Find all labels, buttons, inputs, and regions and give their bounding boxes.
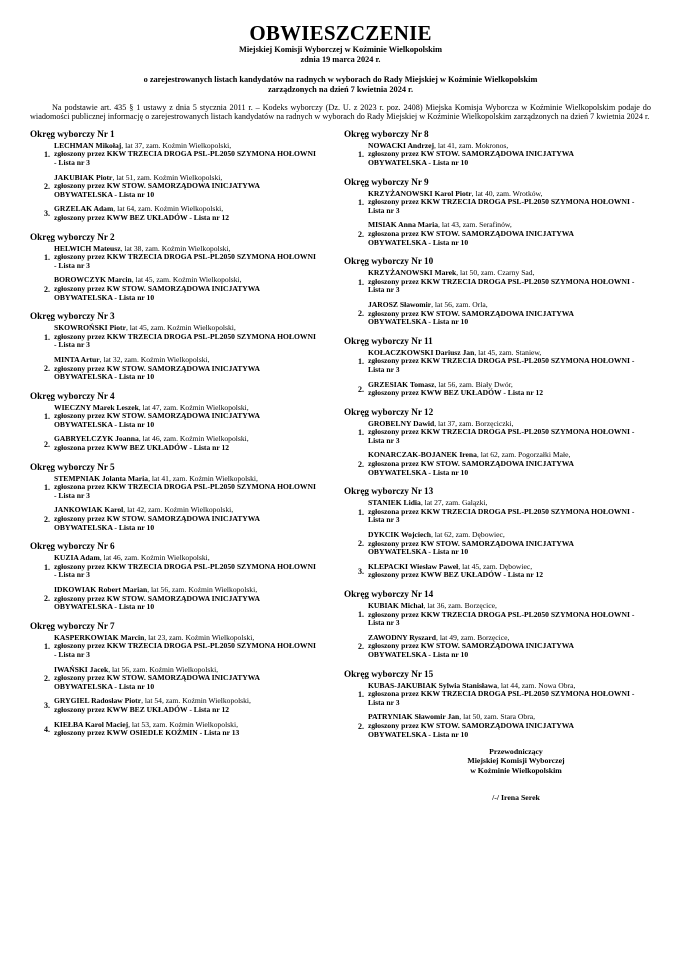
district-section — [344, 176, 644, 248]
candidate-list-number: OBYWATELSKA - Lista nr 10 — [54, 522, 155, 532]
candidate-details — [54, 634, 316, 660]
candidate-age-residence: , lat 32, zam. Koźmin Wielkopolski, — [99, 354, 210, 364]
district-heading: Okręg wyborczy Nr 6 — [30, 541, 115, 552]
candidate-age-residence: , lat 44, zam. Nowa Obra, — [497, 680, 576, 690]
candidate-entry — [30, 506, 344, 532]
candidate-age-residence: , lat 45, zam. Staniew, — [474, 347, 542, 357]
candidate-details — [368, 142, 574, 168]
candidate-number: 1. — [358, 507, 364, 517]
candidate-age-residence: , lat 46, zam. Koźmin Wielkopolski, — [138, 434, 249, 444]
candidate-committee: zgłoszony przez KW STOW. SAMORZĄDOWA INICJATYWA — [54, 673, 261, 683]
notice-subject-line1: o zarejestrowanych listach kandydatów na radnych w wyborach do Rady Miejskiej w Koźminie Wielkopolskim — [143, 75, 538, 84]
district-heading: Okręg wyborczy Nr 12 — [344, 406, 434, 417]
candidate-age-residence: , lat 56, zam. Koźmin Wielkopolski, — [147, 585, 258, 594]
candidate-entry — [30, 475, 344, 501]
candidate-number: 1. — [44, 332, 50, 342]
candidate-committee: zgłoszona przez KKW TRZECIA DROGA PSL-PL2050 SZYMONA HOŁOWNI - — [368, 506, 635, 516]
candidate-entry — [344, 682, 644, 708]
candidate-number: 2. — [44, 594, 50, 604]
candidate-age-residence: , lat 45, zam. Koźmin Wielkopolski, — [125, 323, 236, 333]
candidate-details — [54, 586, 260, 612]
candidate-number: 1. — [44, 562, 50, 572]
candidate-age-residence: , lat 49, zam. Borzęcice, — [436, 632, 510, 642]
candidate-number: 1. — [44, 642, 50, 652]
candidate-entry — [344, 221, 644, 247]
candidate-committee: zgłoszony przez KKW TRZECIA DROGA PSL-PL2050 SZYMONA HOŁOWNI — [54, 149, 316, 159]
candidate-name: KUBIAK Michał — [368, 601, 424, 610]
candidate-number: 2. — [44, 439, 50, 449]
signature-place: w Koźminie Wielkopolskim — [470, 765, 562, 775]
candidate-number: 1. — [358, 197, 364, 207]
candidate-number: 3. — [44, 701, 50, 711]
candidate-details — [368, 381, 543, 398]
candidate-name: KRZYŻANOWSKI Marek — [368, 268, 457, 278]
district-heading: Okręg wyborczy Nr 15 — [344, 668, 434, 679]
candidate-committee: zgłoszony przez KWW BEZ UKŁADÓW - Lista nr 12 — [368, 388, 544, 398]
candidate-age-residence: , lat 50, zam. Stara Obra, — [459, 712, 535, 722]
candidate-committee: zgłoszony przez KW STOW. SAMORZĄDOWA INICJATYWA — [54, 181, 261, 191]
candidate-list-number: Lista nr 3 — [368, 618, 400, 628]
candidate-number: 2. — [44, 364, 50, 374]
candidate-entry — [344, 563, 644, 580]
candidate-age-residence: , lat 38, zam. Koźmin Wielkopolski, — [120, 243, 231, 253]
candidate-committee: zgłoszony przez KKW TRZECIA DROGA PSL-PL2050 SZYMONA HOŁOWNI - — [368, 276, 635, 286]
candidate-name: KUBAS-JAKUBIAK Sylwia Stanisława — [368, 680, 498, 690]
candidate-list-number: OBYWATELSKA - Lista nr 10 — [54, 419, 155, 429]
candidate-committee: zgłoszony przez KW STOW. SAMORZĄDOWA INICJATYWA — [54, 411, 261, 421]
candidate-details — [368, 349, 634, 375]
candidate-name: ZAWODNY Ryszard — [368, 632, 437, 642]
candidate-number: 1. — [44, 483, 50, 493]
district-section — [344, 588, 644, 660]
candidate-age-residence: , lat 41, zam. Mokronos, — [434, 140, 509, 150]
signature-name: /-/ Irena Serek — [492, 792, 540, 802]
candidate-number: 2. — [358, 539, 364, 549]
district-heading: Okręg wyborczy Nr 1 — [30, 128, 115, 139]
candidate-age-residence: , lat 27, zam. Galązki, — [420, 498, 488, 508]
district-section — [30, 231, 344, 303]
candidate-entry — [30, 205, 344, 222]
candidate-name: KRZYŻANOWSKI Karol Piotr — [368, 188, 472, 198]
candidate-name: KASPERKOWIAK Marcin — [54, 632, 145, 642]
candidate-entry — [30, 634, 344, 660]
district-section — [344, 668, 644, 740]
district-section — [344, 255, 644, 327]
candidate-list-number: - Lista nr 3 — [54, 260, 90, 270]
districts-right-list — [344, 128, 644, 739]
district-section — [344, 406, 644, 478]
candidate-entry — [344, 420, 644, 446]
candidate-details — [368, 634, 574, 660]
candidate-number: 2. — [44, 673, 50, 683]
candidate-list-number: OBYWATELSKA - Lista nr 10 — [54, 292, 155, 302]
candidate-details — [54, 506, 260, 532]
candidate-list-number: Lista nr 3 — [368, 285, 400, 295]
candidate-list-number: Lista nr 3 — [368, 697, 400, 707]
candidate-age-residence: , lat 40, zam. Wrotków, — [471, 188, 543, 198]
candidate-entry — [30, 666, 344, 692]
candidate-details — [368, 269, 634, 295]
candidate-committee: zgłoszony przez KKW TRZECIA DROGA PSL-PL2050 SZYMONA HOŁOWNI - — [368, 609, 635, 619]
district-heading: Okręg wyborczy Nr 11 — [344, 335, 433, 346]
candidate-age-residence: , lat 50, zam. Czarny Sad, — [456, 268, 535, 278]
candidate-list-number: Lista nr 3 — [368, 205, 400, 215]
candidate-name: GRZESIAK Tomasz — [368, 379, 435, 389]
candidate-entry — [344, 381, 644, 398]
candidate-list-number: Lista nr 3 — [368, 515, 400, 525]
candidate-number: 3. — [44, 209, 50, 219]
candidate-details — [54, 721, 239, 738]
candidate-entry — [30, 245, 344, 271]
candidate-list-number: OBYWATELSKA - Lista nr 10 — [368, 237, 469, 247]
district-heading: Okręg wyborczy Nr 7 — [30, 620, 115, 631]
candidate-name: GABRYELCZYK Joanna — [54, 434, 139, 444]
candidate-committee: zgłoszona przez KW STOW. SAMORZĄDOWA INICJATYWA — [368, 459, 575, 469]
candidate-number: 2. — [44, 284, 50, 294]
candidate-entry — [30, 586, 344, 612]
candidate-committee: zgłoszony przez KKW TRZECIA DROGA PSL-PL2050 SZYMONA HOŁOWNI - — [368, 427, 635, 437]
district-section — [30, 390, 344, 453]
candidate-name: KIEŁBA Karol Maciej — [54, 719, 129, 729]
candidate-entry — [30, 174, 344, 200]
district-section — [30, 540, 344, 612]
candidate-details — [54, 205, 229, 222]
candidate-committee: zgłoszony przez KW STOW. SAMORZĄDOWA INICJATYWA — [54, 363, 261, 373]
candidate-age-residence: , lat 56, zam. Koźmin Wielkopolski, — [108, 664, 219, 674]
candidate-committee: zgłoszony przez KKW TRZECIA DROGA PSL-PL2050 SZYMONA HOŁOWNI — [54, 641, 316, 651]
districts-columns — [30, 128, 651, 802]
district-section — [344, 335, 644, 398]
candidate-details — [54, 666, 260, 692]
candidate-age-residence: , lat 56, zam. Orla, — [431, 299, 488, 309]
candidate-list-number: OBYWATELSKA - Lista nr 10 — [54, 681, 155, 691]
district-heading: Okręg wyborczy Nr 5 — [30, 461, 115, 472]
candidate-number: 2. — [44, 181, 50, 191]
candidate-name: NOWACKI Andrzej — [368, 140, 435, 150]
candidate-name: DYKCIK Wojciech — [368, 530, 431, 540]
candidate-committee: zgłoszona przez KKW TRZECIA DROGA PSL-PL2050 SZYMONA HOŁOWNI — [54, 482, 316, 492]
candidate-committee: zgłoszony przez KWW BEZ UKŁADÓW - Lista nr 12 — [54, 704, 230, 714]
candidate-name: GRZELAK Adam — [54, 204, 114, 214]
candidate-name: JAROSZ Sławomir — [368, 299, 432, 309]
district-section — [30, 128, 344, 223]
candidate-name: MISIAK Anna Maria — [368, 220, 439, 230]
candidate-entry — [30, 435, 344, 452]
candidate-details — [368, 531, 574, 557]
candidate-list-number: OBYWATELSKA - Lista nr 10 — [54, 189, 155, 199]
candidate-name: STEMPNIAK Jolanta Maria — [54, 473, 149, 483]
candidate-committee: zgłoszony przez KW STOW. SAMORZĄDOWA INICJATYWA — [368, 149, 575, 159]
notice-subject-line2: zarządzonych na dzień 7 kwietnia 2024 r. — [267, 85, 414, 94]
candidate-entry — [344, 349, 644, 375]
district-heading: Okręg wyborczy Nr 4 — [30, 390, 115, 401]
candidate-list-number: OBYWATELSKA - Lista nr 10 — [368, 467, 469, 477]
candidate-age-residence: , lat 53, zam. Koźmin Wielkopolski, — [128, 719, 238, 729]
candidate-name: STANIEK Lidia — [368, 498, 421, 508]
candidate-details — [54, 245, 316, 271]
candidate-details — [368, 301, 574, 327]
candidate-details — [368, 713, 574, 739]
candidate-age-residence: , lat 62, zam. Pogorzałki Małe, — [476, 450, 571, 460]
notice-date: zdnia 19 marca 2024 r. — [300, 55, 381, 64]
candidate-number: 1. — [44, 412, 50, 422]
candidate-entry — [30, 142, 344, 168]
candidate-name: KLEPACKI Wiesław Paweł — [368, 561, 459, 571]
candidate-committee: zgłoszony przez KWW BEZ UKŁADÓW - Lista nr 12 — [54, 212, 230, 222]
candidate-name: WIECZNY Marek Leszek — [54, 402, 139, 412]
candidate-entry — [30, 324, 344, 350]
candidate-details — [54, 174, 260, 200]
district-section — [30, 461, 344, 533]
signature-role: Przewodniczący — [489, 747, 543, 757]
candidate-age-residence: , lat 54, zam. Koźmin Wielkopolski, — [141, 696, 251, 706]
candidate-age-residence: , lat 56, zam. Biały Dwór, — [434, 379, 513, 389]
candidate-number: 2. — [358, 721, 364, 731]
candidate-list-number: - Lista nr 3 — [54, 158, 90, 167]
candidate-number: 1. — [358, 610, 364, 620]
candidate-age-residence: , lat 45, zam. Koźmin Wielkopolski, — [131, 275, 242, 285]
candidate-entry — [30, 356, 344, 382]
candidate-committee: zgłoszony przez KW STOW. SAMORZĄDOWA INICJATYWA — [54, 514, 261, 524]
district-section — [344, 485, 644, 580]
candidate-details — [368, 420, 634, 446]
notice-subject — [30, 75, 651, 95]
candidate-list-number: Lista nr 3 — [368, 435, 400, 445]
district-heading: Okręg wyborczy Nr 3 — [30, 311, 115, 322]
candidate-entry — [344, 602, 644, 628]
candidate-details — [54, 404, 260, 430]
candidate-details — [368, 190, 634, 216]
candidate-age-residence: , lat 37, zam. Borzęciczki, — [434, 418, 514, 428]
candidate-number: 1. — [358, 277, 364, 287]
candidate-entry — [30, 404, 344, 430]
district-section — [30, 620, 344, 738]
candidate-committee: zgłoszony przez KW STOW. SAMORZĄDOWA INICJATYWA — [368, 538, 575, 548]
candidate-committee: zgłoszony przez KW STOW. SAMORZĄDOWA INICJATYWA — [368, 308, 575, 318]
candidate-list-number: - Lista nr 3 — [54, 340, 90, 350]
candidate-age-residence: , lat 46, zam. Koźmin Wielkopolski, — [99, 553, 210, 563]
districts-right-column — [344, 128, 644, 802]
candidate-committee: zgłoszony przez KW STOW. SAMORZĄDOWA INICJATYWA — [368, 720, 575, 730]
candidate-number: 3. — [358, 566, 364, 576]
candidate-age-residence: , lat 45, zam. Dębowiec, — [458, 561, 533, 571]
candidate-details — [54, 324, 316, 350]
candidate-committee: zgłoszony przez KKW TRZECIA DROGA PSL-PL2050 SZYMONA HOŁOWNI - — [368, 197, 635, 207]
candidate-age-residence: , lat 41, zam. Koźmin Wielkopolski, — [148, 473, 258, 483]
candidate-age-residence: , lat 42, zam. Koźmin Wielkopolski, — [123, 505, 234, 515]
candidate-committee: zgłoszony przez KW STOW. SAMORZĄDOWA INICJATYWA — [54, 283, 261, 293]
district-section — [344, 128, 644, 168]
candidate-list-number: - Lista nr 3 — [54, 649, 90, 659]
candidate-number: 2. — [358, 384, 364, 394]
candidate-details — [54, 142, 316, 168]
candidate-name: HELWICH Mateusz — [54, 243, 121, 253]
candidate-list-number: OBYWATELSKA - Lista nr 10 — [368, 547, 469, 557]
candidate-entry — [344, 451, 644, 477]
candidate-list-number: - Lista nr 3 — [54, 570, 90, 580]
candidate-age-residence: , lat 47, zam. Koźmin Wielkopolski, — [138, 402, 249, 412]
candidate-number: 2. — [44, 514, 50, 524]
intro-paragraph: Na podstawie art. 435 § 1 ustawy z dnia 5 stycznia 2011 r. – Kodeks wyborczy (Dz. U. z 2023 r. poz. 2408) Miejska Komisja Wyborcza w Koźminie Wielkopolskim podaje do wiadomości publicznej informację o zarejestrowanych listach kandydatów na radnych w wyborach do Rady Miejskiej w Koźminie Wielkopolskim zarządzonych na dzień 7 kwietnia 2024 r. — [30, 103, 651, 122]
candidate-name: PATRYNIAK Sławomir Jan — [368, 712, 460, 722]
district-section — [30, 310, 344, 382]
candidate-list-number: Lista nr 3 — [368, 364, 400, 374]
candidate-name: SKOWROŃSKI Piotr — [54, 323, 126, 333]
candidate-entry — [344, 499, 644, 525]
candidate-name: GRYGIEL Radosław Piotr — [54, 696, 142, 706]
candidate-name: MINTA Artur — [54, 354, 100, 364]
candidate-details — [368, 499, 634, 525]
candidate-details — [54, 356, 260, 382]
candidate-committee: zgłoszona przez KKW TRZECIA DROGA PSL-PL2050 SZYMONA HOŁOWNI - — [368, 689, 635, 699]
candidate-number: 1. — [44, 252, 50, 262]
candidate-committee: zgłoszony przez KWW BEZ UKŁADÓW - Lista nr 12 — [368, 570, 544, 580]
candidate-list-number: OBYWATELSKA - Lista nr 10 — [368, 729, 469, 739]
candidate-age-residence: , lat 51, zam. Koźmin Wielkopolski, — [112, 172, 223, 182]
candidate-committee: zgłoszona przez KW STOW. SAMORZĄDOWA INICJATYWA — [368, 228, 575, 238]
candidate-age-residence: , lat 62, zam. Dębowiec, — [430, 530, 505, 540]
candidate-entry — [344, 301, 644, 327]
candidate-name: LECHMAN Mikołaj — [54, 140, 122, 150]
candidate-committee: zgłoszony przez KKW TRZECIA DROGA PSL-PL2050 SZYMONA HOŁOWNI — [54, 252, 316, 262]
candidate-name: BOROWCZYK Marcin — [54, 275, 132, 285]
candidate-name: IWAŃSKI Jacek — [54, 664, 109, 674]
candidate-name: JAKUBIAK Piotr — [54, 172, 113, 182]
district-heading: Okręg wyborczy Nr 8 — [344, 128, 429, 139]
candidate-number: 1. — [358, 357, 364, 367]
signature-block — [388, 747, 644, 775]
candidate-name: KOŁACZKOWSKI Dariusz Jan — [368, 347, 475, 357]
candidate-details — [54, 554, 316, 580]
candidate-committee: zgłoszony przez KW STOW. SAMORZĄDOWA INICJATYWA — [368, 641, 575, 651]
candidate-committee: zgłoszona przez KWW BEZ UKŁADÓW - Lista nr 12 — [54, 443, 230, 453]
candidate-committee: zgłoszony przez KW STOW. SAMORZĄDOWA INICJATYWA — [54, 593, 261, 603]
candidate-list-number: OBYWATELSKA - Lista nr 10 — [368, 317, 469, 327]
page-title: OBWIESZCZENIE — [249, 21, 432, 45]
candidate-committee: zgłoszony przez KKW TRZECIA DROGA PSL-PL2050 SZYMONA HOŁOWNI - — [368, 356, 635, 366]
district-heading: Okręg wyborczy Nr 9 — [344, 176, 429, 187]
candidate-details — [54, 276, 260, 302]
candidate-entry — [30, 554, 344, 580]
candidate-list-number: OBYWATELSKA - Lista nr 10 — [368, 158, 469, 167]
candidate-details — [54, 475, 316, 501]
candidate-entry — [30, 276, 344, 302]
districts-left-column — [30, 128, 344, 802]
candidate-age-residence: , lat 36, zam. Borzęcice, — [423, 601, 497, 610]
district-heading: Okręg wyborczy Nr 13 — [344, 486, 434, 497]
district-heading: Okręg wyborczy Nr 14 — [344, 589, 434, 599]
candidate-number: 2. — [358, 459, 364, 469]
candidate-details — [368, 221, 574, 247]
district-heading: Okręg wyborczy Nr 2 — [30, 231, 115, 242]
candidate-list-number: OBYWATELSKA - Lista nr 10 — [54, 602, 155, 612]
candidate-name: IDKOWIAK Robert Marian — [54, 585, 148, 594]
candidate-committee: zgłoszony przez KWW OSIEDLE KOŹMIN - Lista nr 13 — [54, 728, 240, 738]
candidate-age-residence: , lat 37, zam. Koźmin Wielkopolski, — [121, 140, 232, 150]
candidate-number: 1. — [358, 150, 364, 160]
candidate-age-residence: , lat 23, zam. Koźmin Wielkopolski, — [144, 632, 255, 642]
candidate-name: GROBELNY Dawid — [368, 418, 435, 428]
candidate-details — [368, 451, 574, 477]
district-heading: Okręg wyborczy Nr 10 — [344, 256, 434, 267]
candidate-entry — [344, 531, 644, 557]
candidate-number: 1. — [44, 150, 50, 160]
candidate-name: JANKOWIAK Karol — [54, 505, 124, 515]
candidate-name: KUZIA Adam — [54, 553, 100, 563]
candidate-number: 1. — [358, 428, 364, 438]
candidate-list-number: OBYWATELSKA - Lista nr 10 — [368, 649, 469, 659]
signature-committee: Miejskiej Komisji Wyborczej — [467, 756, 565, 766]
candidate-number: 2. — [358, 229, 364, 239]
candidate-list-number: - Lista nr 3 — [54, 490, 90, 500]
candidate-committee: zgłoszony przez KKW TRZECIA DROGA PSL-PL2050 SZYMONA HOŁOWNI — [54, 561, 316, 571]
candidate-entry — [344, 634, 644, 660]
candidate-list-number: OBYWATELSKA - Lista nr 10 — [54, 372, 155, 382]
candidate-entry — [344, 269, 644, 295]
committee-name: Miejskiej Komisji Wyborczej w Koźminie Wielkopolskim — [238, 45, 443, 54]
candidate-number: 4. — [44, 724, 50, 734]
candidate-number: 2. — [358, 642, 364, 652]
candidate-details — [368, 563, 543, 580]
candidate-committee: zgłoszony przez KKW TRZECIA DROGA PSL-PL2050 SZYMONA HOŁOWNI — [54, 331, 316, 341]
candidate-number: 1. — [358, 689, 364, 699]
candidate-age-residence: , lat 64, zam. Koźmin Wielkopolski, — [113, 204, 224, 214]
candidate-entry — [30, 697, 344, 714]
candidate-details — [54, 435, 249, 452]
candidate-entry — [344, 713, 644, 739]
candidate-details — [54, 697, 251, 714]
candidate-number: 2. — [358, 309, 364, 319]
candidate-age-residence: , lat 43, zam. Serafinów, — [438, 220, 512, 230]
candidate-entry — [344, 142, 644, 168]
candidate-details — [368, 602, 634, 628]
candidate-details — [368, 682, 634, 708]
candidate-name: KONARCZAK-BOJANEK Irena — [368, 450, 477, 460]
candidate-entry — [30, 721, 344, 738]
candidate-entry — [344, 190, 644, 216]
